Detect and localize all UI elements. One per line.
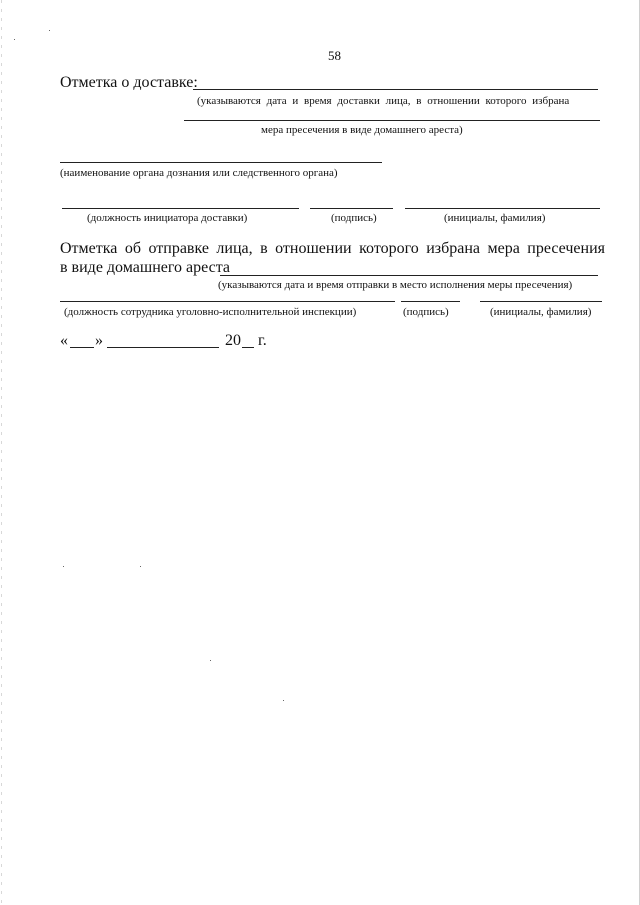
org-caption: (наименование органа дознания или следственного органа) — [60, 167, 338, 179]
date-day-line — [70, 347, 94, 348]
date-year-line — [242, 347, 254, 348]
org-fill-line — [60, 162, 382, 163]
scan-speck — [210, 660, 211, 661]
date-month-line — [107, 347, 219, 348]
inspector-position-caption: (должность сотрудника уголовно-исполнительной инспекции) — [64, 306, 357, 318]
inspector-signature-line — [401, 301, 460, 302]
dispatch-hint: (указываются дата и время отправки в место исполнения меры пресечения) — [218, 279, 573, 291]
initiator-position-caption: (должность инициатора доставки) — [87, 212, 248, 224]
page-number: 58 — [328, 48, 341, 63]
scan-speck — [283, 700, 284, 701]
inspector-signature-caption: (подпись) — [403, 306, 449, 318]
scan-speck — [140, 566, 141, 567]
delivery-fill-line — [193, 89, 598, 90]
initiator-signature-line — [310, 208, 393, 209]
date-year-suffix: г. — [258, 332, 267, 349]
initiator-name-line — [405, 208, 600, 209]
scan-edge-left — [1, 0, 2, 905]
scan-speck — [63, 566, 64, 567]
dispatch-fill-line — [220, 275, 598, 276]
inspector-name-line — [480, 301, 602, 302]
dispatch-label-line2: в виде домашнего ареста — [60, 259, 231, 276]
delivery-hint-line2: мера пресечения в виде домашнего ареста) — [261, 124, 463, 136]
initiator-name-caption: (инициалы, фамилия) — [444, 212, 546, 224]
delivery-fill-line-2 — [184, 120, 600, 121]
scan-speck — [49, 30, 50, 31]
delivery-label: Отметка о доставке: — [60, 74, 198, 91]
initiator-position-line — [62, 208, 299, 209]
date-year-prefix: 20 — [225, 332, 241, 349]
date-close-quote: » — [95, 332, 103, 349]
delivery-hint-line1: (указываются дата и время доставки лица, в отношении которого избрана — [197, 95, 570, 107]
date-open-quote: « — [60, 332, 68, 349]
scan-speck — [14, 39, 15, 40]
dispatch-label-line1: Отметка об отправке лица, в отношении которого избрана мера пресечения — [60, 240, 605, 257]
delivery-hint-1 — [197, 95, 605, 107]
initiator-signature-caption: (подпись) — [331, 212, 377, 224]
inspector-name-caption: (инициалы, фамилия) — [490, 306, 592, 318]
inspector-position-line — [60, 301, 395, 302]
